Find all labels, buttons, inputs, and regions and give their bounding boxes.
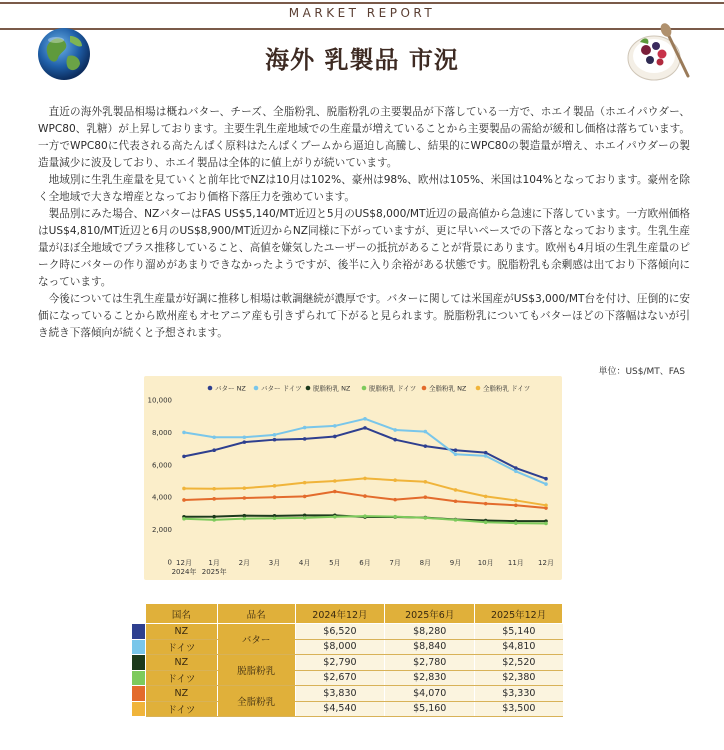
data-point	[273, 484, 277, 488]
article-body	[38, 104, 690, 342]
price-cell: $8,840	[385, 639, 475, 655]
legend-label: 全脂粉乳 NZ	[429, 384, 467, 393]
unit-label: 単位：US$/MT、FAS	[598, 367, 685, 377]
product-cell: 全脂粉乳	[217, 686, 295, 717]
price-cell: $5,140	[475, 624, 563, 640]
data-point	[514, 499, 518, 503]
x-tick-label: 12月	[538, 559, 554, 567]
data-point	[424, 444, 428, 448]
data-point	[544, 477, 548, 481]
data-point	[484, 495, 488, 499]
data-point	[273, 438, 277, 442]
data-point	[484, 521, 488, 525]
country-cell: NZ	[145, 655, 217, 671]
report-header	[0, 0, 724, 90]
data-point	[393, 478, 397, 482]
data-point	[303, 516, 307, 520]
price-cell: $2,790	[295, 655, 385, 671]
x-tick-label: 1月	[208, 559, 220, 567]
data-point	[393, 438, 397, 442]
price-cell: $4,540	[295, 701, 385, 717]
y-tick-label: 0	[167, 558, 172, 567]
data-point	[363, 514, 367, 518]
x-tick-label: 11月	[507, 559, 524, 567]
price-cell: $3,330	[475, 686, 563, 702]
y-tick-label: 10,000	[147, 396, 172, 405]
data-point	[393, 428, 397, 432]
x-tick-label: 12月	[176, 559, 192, 567]
article-paragraph: 地域別に生乳生産量を見ていくと前年比でNZは10月は102%、豪州は98%、欧州は105%、米国は104%となっております。豪州を除く全地域で大きな増産となっており価格下落圧力を強めています。	[38, 174, 690, 203]
legend-marker	[254, 386, 259, 391]
y-tick-label: 2,000	[151, 526, 172, 535]
data-point	[333, 435, 337, 439]
data-point	[243, 440, 247, 444]
data-point	[424, 430, 428, 434]
price-cell: $2,670	[295, 670, 385, 686]
data-point	[273, 495, 277, 499]
legend-marker	[422, 386, 427, 391]
series-line	[184, 492, 546, 509]
country-cell: ドイツ	[145, 639, 217, 655]
data-point	[393, 498, 397, 502]
table-row	[132, 624, 563, 640]
price-table-grid	[131, 603, 563, 717]
x-tick-label: 5月	[329, 559, 341, 567]
data-point	[212, 497, 216, 501]
data-point	[484, 454, 488, 458]
y-tick-label: 8,000	[151, 428, 172, 437]
price-cell: $4,070	[385, 686, 475, 702]
data-point	[514, 521, 518, 525]
price-cell: $4,810	[475, 639, 563, 655]
legend-marker	[208, 386, 213, 391]
data-point	[514, 504, 518, 508]
column-header: 国名	[145, 604, 217, 624]
data-point	[212, 518, 216, 522]
price-cell: $2,780	[385, 655, 475, 671]
data-point	[393, 515, 397, 519]
data-point	[454, 448, 458, 452]
column-header: 2024年12月	[295, 604, 385, 624]
country-cell: NZ	[145, 686, 217, 702]
country-cell: ドイツ	[145, 670, 217, 686]
x-tick-label: 7月	[389, 559, 401, 567]
column-header: 2025年12月	[475, 604, 563, 624]
article-paragraph: 製品別にみた場合、NZバターはFAS US$5,140/MT近辺と5月のUS$8,000/MT近辺の最高値から急速に下落しています。一方欧州価格はUS$4,810/MT近辺と6月のUS$8,900/MT近辺からNZ同様に下がっていますが、更に早いペースでの下落となっております。生乳生産量がほぼ全地域でプラス推移していること、高値を嫌気したユーザーの抵抗があることが背景にあります。欧州も4月頃の生乳生産量のピーク時にバターの作り溜めがあまりできなかったようですが、後半に入り余裕がある状態です。脱脂粉乳も余剰感は出ており下落傾向になっています。	[38, 208, 690, 288]
data-point	[424, 516, 428, 520]
price-cell: $3,830	[295, 686, 385, 702]
data-point	[212, 487, 216, 491]
data-point	[303, 481, 307, 485]
data-point	[212, 515, 216, 519]
price-cell: $6,520	[295, 624, 385, 640]
data-point	[454, 499, 458, 503]
data-point	[212, 435, 216, 439]
legend-label: 脱脂粉乳 ドイツ	[369, 384, 417, 393]
data-point	[182, 517, 186, 521]
report-title: 海外 乳製品 市況	[265, 46, 459, 74]
x-tick-label: 9月	[449, 559, 462, 567]
data-point	[243, 435, 247, 439]
legend-label: 全脂粉乳 ドイツ	[483, 384, 531, 393]
price-cell: $8,000	[295, 639, 385, 655]
price-chart-svg	[144, 376, 562, 580]
data-point	[212, 448, 216, 452]
column-header: 2025年6月	[385, 604, 475, 624]
data-point	[273, 433, 277, 437]
table-row	[132, 701, 563, 717]
country-cell: ドイツ	[145, 701, 217, 717]
table-row	[132, 655, 563, 671]
series-line	[184, 478, 546, 505]
data-point	[454, 452, 458, 456]
price-cell: $2,380	[475, 670, 563, 686]
series-swatch	[132, 639, 146, 655]
x-year-label: 2024年	[171, 568, 197, 576]
data-point	[333, 515, 337, 519]
data-point	[273, 516, 277, 520]
data-point	[182, 455, 186, 459]
data-point	[544, 482, 548, 486]
data-point	[243, 517, 247, 521]
data-point	[363, 426, 367, 430]
table-row	[132, 670, 563, 686]
x-tick-label: 10月	[477, 559, 494, 567]
series-line	[184, 428, 546, 479]
price-cell: $2,520	[475, 655, 563, 671]
price-cell: $5,160	[385, 701, 475, 717]
data-point	[303, 495, 307, 499]
x-tick-label: 2月	[238, 559, 251, 567]
series-swatch	[132, 624, 146, 640]
data-point	[484, 451, 488, 455]
x-year-label: 2025年	[201, 568, 227, 576]
legend-marker	[306, 386, 311, 391]
legend-label: 脱脂粉乳 NZ	[313, 384, 351, 393]
data-point	[303, 426, 307, 430]
header-top-rule	[0, 2, 724, 4]
data-point	[243, 496, 247, 500]
series-swatch	[132, 686, 146, 702]
x-tick-label: 8月	[419, 559, 432, 567]
report-kicker: MARKET REPORT	[288, 6, 436, 20]
legend-marker	[362, 386, 367, 391]
table-body	[132, 624, 563, 717]
data-point	[514, 466, 518, 470]
header-bottom-rule	[0, 28, 724, 30]
data-point	[454, 518, 458, 522]
data-point	[363, 417, 367, 421]
table-row	[132, 639, 563, 655]
x-tick-label: 6月	[359, 559, 371, 567]
y-tick-label: 4,000	[151, 493, 172, 502]
x-tick-label: 4月	[298, 559, 311, 567]
product-cell: バター	[217, 624, 295, 655]
product-cell: 脱脂粉乳	[217, 655, 295, 686]
legend-label: バター ドイツ	[261, 384, 302, 393]
data-point	[544, 504, 548, 508]
data-point	[333, 490, 337, 494]
data-point	[363, 494, 367, 498]
y-tick-label: 6,000	[151, 461, 172, 470]
series-swatch	[132, 655, 146, 671]
data-point	[182, 498, 186, 502]
data-point	[182, 431, 186, 435]
legend-label: バター NZ	[215, 384, 246, 393]
article-paragraph: 直近の海外乳製品相場は概ねバター、チーズ、全脂粉乳、脱脂粉乳の主要製品が下落している一方で、ホエイ製品（ホエイパウダー、WPC80、乳糖）が上昇しております。主要生乳生産地域での生産量が増えていることから主要製品の需給が緩和し価格は落ちています。一方でWPC80に代表される高たんぱく原料はたんぱくブームから逼迫し高騰し、結果的にWPC80の製造量が増え、ホエイパウダーの製造量減少に波及しており、ホエイ製品は全体的に値上がりが続いています。	[38, 106, 690, 169]
series-swatch	[132, 670, 146, 686]
data-point	[333, 424, 337, 428]
data-point	[363, 477, 367, 481]
price-cell: $8,280	[385, 624, 475, 640]
table-header-row	[132, 604, 563, 624]
data-point	[424, 480, 428, 484]
dairy-bowl-icon	[622, 20, 692, 86]
data-point	[484, 502, 488, 506]
article-paragraph: 今後については生乳生産量が好調に推移し相場は軟調継続が濃厚です。バターに関しては米国産がUS$3,000/MT台を付け、圧倒的に安価になっていることから欧州産もオセアニア産も引きずられて下がると見られます。脱脂粉乳についてもバターほどの下落幅はないが引き続き下落傾向が続くと予想されます。	[38, 293, 690, 339]
data-point	[424, 495, 428, 499]
data-point	[454, 488, 458, 492]
data-point	[544, 522, 548, 526]
price-chart	[144, 376, 562, 580]
swatch-header	[132, 604, 146, 624]
data-point	[303, 437, 307, 441]
x-tick-label: 3月	[268, 559, 281, 567]
country-cell: NZ	[145, 624, 217, 640]
price-cell: $2,830	[385, 670, 475, 686]
data-point	[333, 479, 337, 483]
data-point	[182, 487, 186, 491]
series-swatch	[132, 701, 146, 717]
legend-marker	[476, 386, 481, 391]
price-cell: $3,500	[475, 701, 563, 717]
data-point	[243, 486, 247, 490]
data-point	[514, 469, 518, 473]
column-header: 品名	[217, 604, 295, 624]
table-row	[132, 686, 563, 702]
price-table	[131, 603, 563, 717]
